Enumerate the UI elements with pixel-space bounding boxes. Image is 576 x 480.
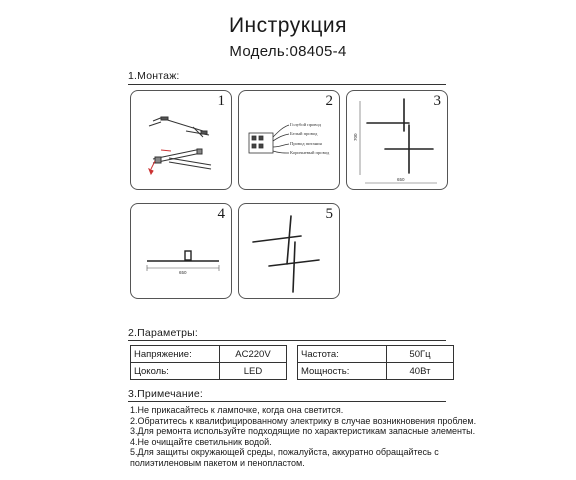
wire-label-brown: Коричневый провод [290, 150, 330, 155]
note-item: 1.Не прикасайтесь к лампочке, когда она светится. [130, 405, 344, 415]
wire-label-blue: Голубой провод [290, 122, 321, 127]
wiring-diagram [239, 91, 341, 191]
step-number: 3 [433, 93, 441, 109]
param-label: Цоколь: [131, 363, 220, 380]
mount-step-1-panel [130, 90, 232, 190]
step-number: 1 [217, 93, 225, 109]
param-value: LED [220, 363, 287, 380]
fixture-dimensions-front [347, 91, 449, 191]
step-number: 4 [217, 206, 225, 222]
table-row [131, 346, 454, 363]
note-item: 2.Обратитесь к квалифицированному электрику в случае возникновения проблем. [130, 415, 477, 426]
section-notes-heading: 3.Примечание: [128, 388, 204, 400]
section-divider [128, 401, 446, 402]
note-item: 4.Не очищайте светильник водой. [130, 436, 272, 447]
height-dimension: 700 [353, 133, 358, 141]
section-divider [128, 84, 446, 85]
note-item: 5.Для защиты окружающей среды, пожалуйста, аккуратно обращайтесь с [130, 447, 439, 458]
step-number: 5 [325, 206, 333, 222]
param-value: AC220V [220, 346, 287, 363]
param-label: Частота: [298, 346, 387, 363]
note-item: полиэтиленовым пакетом и пенопластом. [130, 457, 305, 468]
mount-step-3-panel [346, 90, 448, 190]
model-number: Модель:08405-4 [229, 43, 347, 60]
note-item: 3.Для ремонта используйте подходящие по характеристикам запасные элементы. [130, 426, 476, 437]
mount-step-2-panel [238, 90, 340, 190]
param-label: Мощность: [298, 363, 387, 380]
param-value: 40Вт [387, 363, 454, 380]
notes-list [130, 405, 476, 469]
mount-step-5-panel [238, 203, 340, 299]
mount-step-4-panel [130, 203, 232, 299]
wire-label-power: Провод питания [290, 141, 322, 146]
width-dimension: 650 [397, 177, 405, 182]
param-value: 50Гц [387, 346, 454, 363]
step-number: 2 [325, 93, 333, 109]
param-label: Напряжение: [131, 346, 220, 363]
section-params-heading: 2.Параметры: [128, 327, 199, 339]
parameters-table [130, 345, 454, 380]
section-divider [128, 340, 446, 341]
page-title: Инструкция [228, 14, 348, 37]
table-row [131, 363, 454, 380]
fixture-dimensions-side [131, 204, 233, 300]
assembled-fixture-drawing [239, 204, 341, 300]
section-mounting-heading: 1.Монтаж: [128, 70, 180, 82]
wire-label-white: Белый провод [290, 131, 318, 136]
ceiling-mount-drawing [131, 91, 233, 191]
width-dimension: 650 [179, 270, 187, 275]
